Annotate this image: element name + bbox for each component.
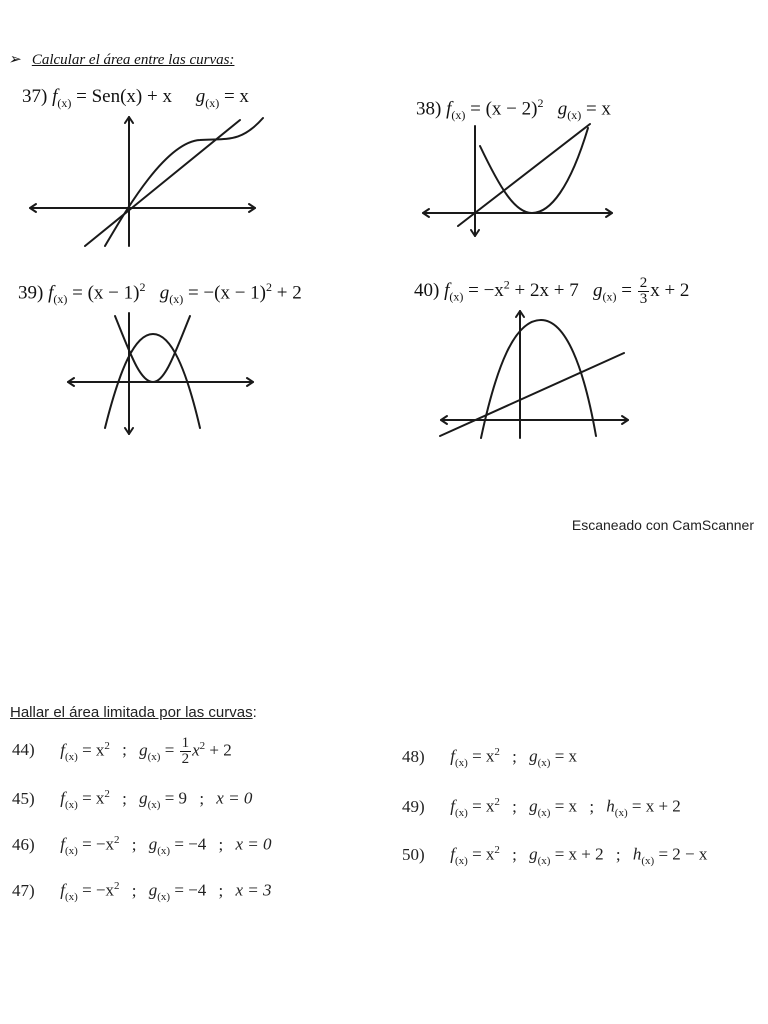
problem-46: 46) $f_{(x)} = -x^2$ ; $g_{(x)} = -4$ ; x = 0: [12, 834, 272, 858]
camscanner-watermark: Escaneado con CamScanner: [571, 517, 754, 533]
problem-37-equation: 37) $f_{(x)} = Sen(x) + x$ $g_{(x)} = x$: [22, 86, 249, 110]
bullet-arrow-icon: ➢: [8, 52, 21, 68]
problem-39-graph: [65, 308, 260, 438]
problem-50: 50) $f_{(x)} = x^2$ ; $g_{(x)} = x + 2$ ; $h_{(x)} = 2 - x$: [402, 844, 708, 868]
problem-38-graph: [420, 118, 620, 243]
problem-48: 48) $f_{(x)} = x^2$ ; $g_{(x)} = x$: [402, 746, 578, 770]
problem-37-graph: [25, 112, 275, 252]
section-heading-2: Hallar el área limitada por las curvas:: [10, 704, 257, 721]
section-heading-1: [8, 50, 234, 69]
problem-40-equation: 40) $f_{(x)} = -x^2 + 2x + 7$ $g_{(x)}$ = $\frac{2}{3}$ x + 2: [414, 275, 690, 307]
problem-39-equation: 39) $f_{(x)} = (x - 1)^2$ $g_{(x)} = -(x - 1)^2 + 2$: [18, 280, 302, 307]
problem-40-graph: [436, 308, 636, 443]
problem-38-equation: 38) $f_{(x)} = (x - 2)^2$ $g_{(x)} = x$: [416, 96, 611, 123]
problem-44: 44) $f_{(x)} = x^2$ ; $g_{(x)}$ = $\frac{1}{2}$ $x^2 + 2$: [12, 735, 232, 767]
problem-49: 49) $f_{(x)} = x^2$ ; $g_{(x)} = x$ ; $h_{(x)} = x + 2$: [402, 796, 681, 820]
problem-47: 47) $f_{(x)} = -x^2$ ; $g_{(x)} = -4$ ; x = 3: [12, 880, 272, 904]
heading-text: Calcular el área entre las curvas:: [31, 52, 235, 68]
line-g: [440, 353, 624, 436]
curve-f: [480, 128, 588, 213]
curve-f: [115, 316, 190, 382]
problem-45: 45) $f_{(x)} = x^2$ ; $g_{(x)} = 9$ ; x = 0: [12, 788, 253, 812]
